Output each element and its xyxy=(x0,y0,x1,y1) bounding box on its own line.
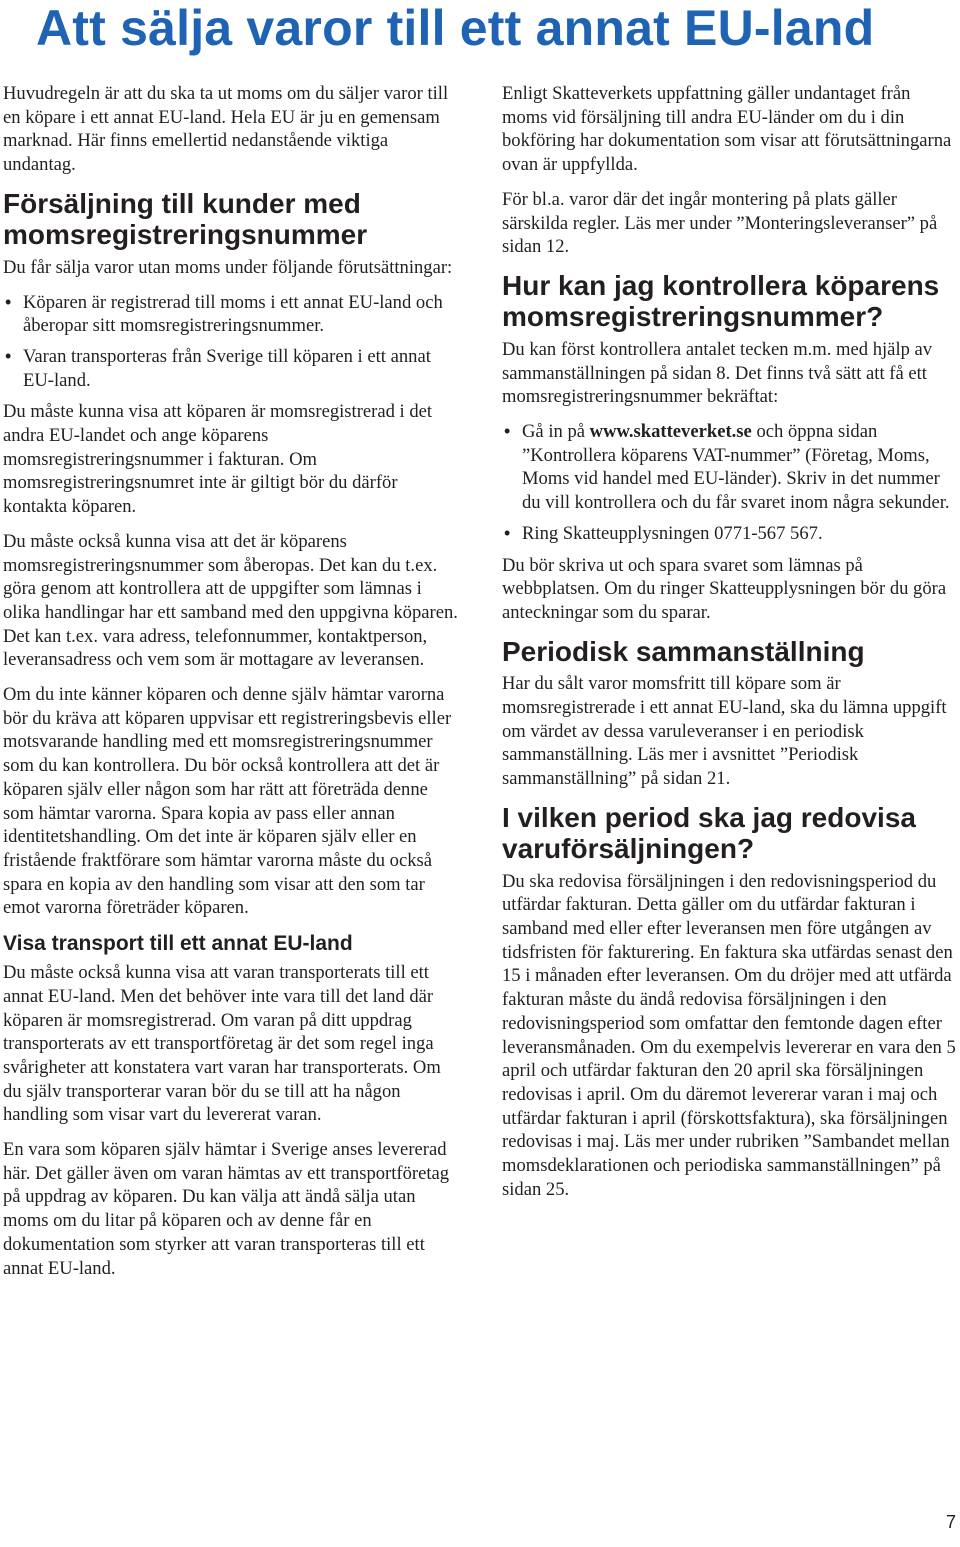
paragraph-skriva: Du bör skriva ut och spara svaret som lämnas på webbplatsen. Om du ringer Skatteupplysningen bör du göra anteckningar som du sparar. xyxy=(502,554,947,623)
list-item xyxy=(502,420,958,515)
paragraph-kanner: Om du inte känner köparen och denne själv hämtar varorna bör du kräva att köparen uppvisar ett registreringsbevis eller motsvarande handling med ett momsregistreringsnummer som du kan kontrollera. Du bör också kontrollera att det är köparen själv eller någon som har rätt att företräda denne som hämtar varorna. Spara kopia av pass eller annan identitetshandling. Om det inte är köparen själv eller en fristående fraktförare som hämtar varorna måste du också spara en kopia av den handling som visar att den som tar emot varorna företräder köparen. xyxy=(3,684,452,919)
heading-periodisk: Periodisk sammanställning xyxy=(502,635,865,667)
paragraph-period: Du ska redovisa försäljningen i den redovisningsperiod du utfärdar fakturan. Detta gäller om du utfärdar fakturan i samband med eller efter leveransen men före utgången av tidsfristen för fakturering. En faktura ska utfärdas senast den 15 i månaden efter leveransen. Om du dröjer med att utfärda fakturan måste du ändå redovisa försäljningen i den redovisningsperiod som omfattar den femtonde dagen efter leveransmånaden. Om du exempelvis levererar en vara den 5 april och utfärdar fakturan den 20 april ska försäljningen redovisas i april. Om du däremot levererar varan i maj och utfärdar fakturan i april (förskottsfaktura), ska försäljningen redovisas i maj. Läs mer under rubriken ”Sambandet mellan momsdeklarationen och periodiska sammanställningen” på sidan 25. xyxy=(502,870,956,1200)
paragraph-montering: För bl.a. varor där det ingår montering på plats gäller särskilda regler. Läs mer under ”Monteringsleveranser” på sidan 12. xyxy=(502,188,938,258)
list-item: • Köparen är registrerad till moms i ett annat EU-land och åberopar sitt momsregistreringsnummer. xyxy=(3,291,459,338)
paragraph-transport: Du måste också kunna visa att varan transporterats till ett annat EU-land. Men det behöver inte vara till det land där köparen är momsregistrerad. Om varan på ditt uppdrag transporterats av ett transportföretag är det som regel inga svårigheter att konstatera vart varan har transporterats. Om du själv transporterar varan bör du se till att ha någon handling som visar vart du levererat varan. xyxy=(3,962,441,1126)
right-column xyxy=(502,82,958,1213)
paragraph-hamtar: En vara som köparen själv hämtar i Sverige anses levererad här. Det gäller även om varan hämtas av ett transportföretag på uppdrag av köparen. Du kan välja att ändå sälja utan moms om du litar på köparen och av denne får en dokumentation som styrker att varan transporteras till ett annat EU-land. xyxy=(3,1139,450,1279)
paragraph-kunder: Du får sälja varor utan moms under följande förutsättningar: xyxy=(3,256,453,278)
heading-kontrollera: Hur kan jag kontrollera köparens momsregistreringsnummer? xyxy=(502,269,940,333)
heading-period: I vilken period ska jag redovisa varuförsäljningen? xyxy=(502,801,916,865)
list-item: • Varan transporteras från Sverige till köparen i ett annat EU-land. xyxy=(3,345,459,392)
skatteverket-link[interactable]: www.skatteverket.se xyxy=(589,421,752,443)
verification-list xyxy=(502,420,958,546)
bullet-text: och öppna sidan ”Kontrollera köparens VAT-nummer” (Företag, Moms, Moms vid handel med EU-länder). Skriv in det nummer du vill kontrollera och du får svaret inom några sekunder. xyxy=(522,421,950,514)
paragraph-skatteverket: Enligt Skatteverkets uppfattning gäller undantaget från moms vid försäljning till andra EU-länder om du i din bokföring har dokumentation som visar att förutsättningarna ovan är uppfyllda. xyxy=(502,83,952,176)
bullet-text: Gå in på xyxy=(522,421,590,443)
heading-transport: Visa transport till ett annat EU-land xyxy=(3,932,353,956)
paragraph-visa: Du måste kunna visa att köparen är momsregistrerad i det andra EU-landet och ange köparens momsregistreringsnummer i fakturan. Om momsregistreringsnumret inte är giltigt bör du därför kontakta köparen. xyxy=(3,401,433,518)
paragraph-kontrollera: Du kan först kontrollera antalet tecken m.m. med hjälp av sammanställningen på sidan 8. Det finns två sätt att få ett momsregistreringsnummer bekräftat: xyxy=(502,338,933,408)
page-number: 7 xyxy=(945,1512,956,1532)
page-title: Att sälja varor till ett annat EU-land xyxy=(36,0,875,56)
list-item: • Ring Skatteupplysningen 0771-567 567. xyxy=(502,522,958,546)
intro-paragraph: Huvudregeln är att du ska ta ut moms om du säljer varor till en köpare i ett annat EU-land. Hela EU är ju en gemensam marknad. Här finns emellertid nedanstående viktiga undantag. xyxy=(3,83,449,176)
left-column xyxy=(3,82,459,1291)
paragraph-aberopas: Du måste också kunna visa att det är köparens momsregistreringsnummer som åberopas. Det kan du t.ex. göra genom att kontrollera att de uppgifter som lämnas i olika handlingar har ett samband med den uppgivna köparen. Det kan t.ex. vara adress, telefonnummer, kontaktperson, leveransadress och vem som är mottagare av leveransen. xyxy=(3,530,458,671)
heading-kunder: Försäljning till kunder med momsregistreringsnummer xyxy=(3,187,368,251)
paragraph-periodisk: Har du sålt varor momsfritt till köpare som är momsregistrerade i ett annat EU-land, ska du lämna uppgift om värdet av dessa varuleveranser i en periodisk sammanställning. Läs mer i avsnittet ”Periodisk sammanställning” på sidan 21. xyxy=(502,673,947,789)
conditions-list xyxy=(3,291,459,393)
